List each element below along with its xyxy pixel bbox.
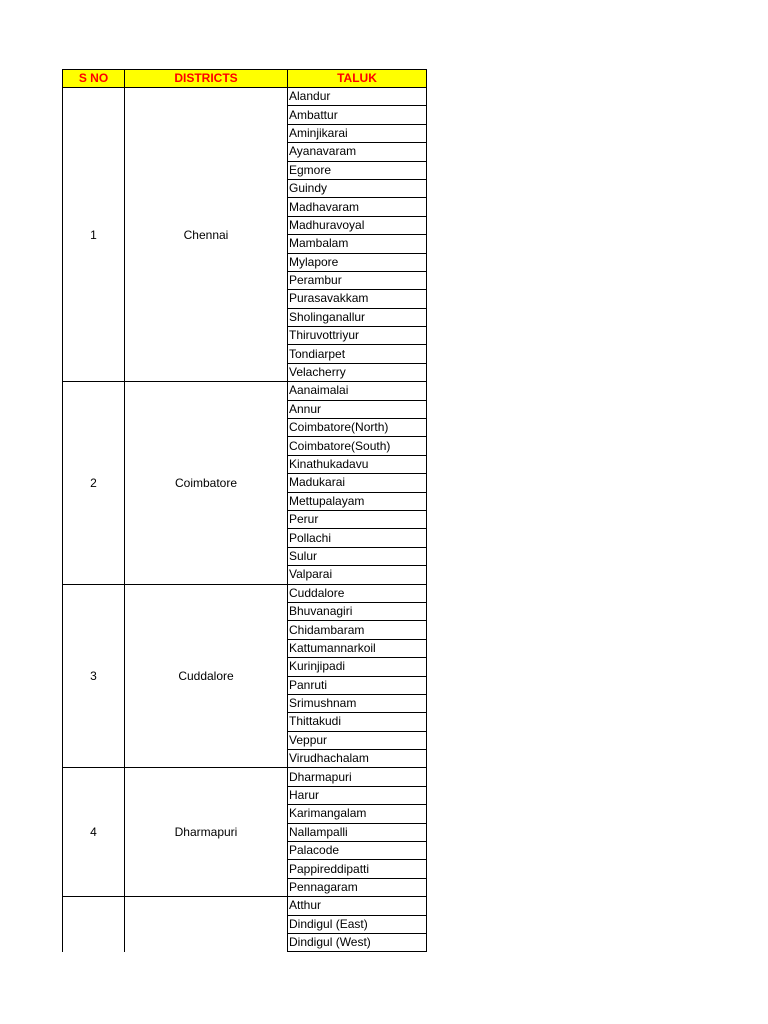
- taluk-cell: Sholinganallur: [288, 308, 427, 326]
- taluk-cell: Thiruvottriyur: [288, 327, 427, 345]
- header-districts: DISTRICTS: [125, 70, 288, 88]
- taluk-cell: Madhuravoyal: [288, 216, 427, 234]
- taluk-cell: Sulur: [288, 547, 427, 565]
- taluk-cell: Pollachi: [288, 529, 427, 547]
- taluk-cell: Mylapore: [288, 253, 427, 271]
- taluk-cell: Perambur: [288, 271, 427, 289]
- taluk-cell: Ayanavaram: [288, 143, 427, 161]
- table-row: [63, 768, 427, 786]
- table-row: [63, 584, 427, 602]
- header-sno: S NO: [63, 70, 125, 88]
- taluk-cell: Panruti: [288, 676, 427, 694]
- table-row: [63, 88, 427, 106]
- taluk-cell: Mambalam: [288, 235, 427, 253]
- taluk-cell: Srimushnam: [288, 694, 427, 712]
- taluk-cell: Harur: [288, 786, 427, 804]
- taluk-cell: Palacode: [288, 842, 427, 860]
- district-cell: Chennai: [125, 88, 288, 382]
- taluk-cell: Virudhachalam: [288, 750, 427, 768]
- sno-cell: 3: [63, 584, 125, 768]
- taluk-cell: Dindigul (West): [288, 933, 427, 951]
- taluk-cell: Valparai: [288, 566, 427, 584]
- taluk-cell: Tondiarpet: [288, 345, 427, 363]
- taluk-cell: Veppur: [288, 731, 427, 749]
- table-body: [63, 88, 427, 952]
- taluk-cell: Bhuvanagiri: [288, 602, 427, 620]
- table-row: [63, 382, 427, 400]
- district-cell: Coimbatore: [125, 382, 288, 584]
- taluk-cell: Guindy: [288, 179, 427, 197]
- taluk-cell: Dharmapuri: [288, 768, 427, 786]
- district-taluk-table: [62, 69, 427, 952]
- taluk-cell: Ambattur: [288, 106, 427, 124]
- district-cell: Cuddalore: [125, 584, 288, 768]
- taluk-cell: Mettupalayam: [288, 492, 427, 510]
- taluk-cell: Pennagaram: [288, 878, 427, 896]
- sno-cell: [63, 897, 125, 952]
- taluk-cell: Karimangalam: [288, 805, 427, 823]
- taluk-cell: Velacherry: [288, 363, 427, 381]
- taluk-cell: Nallampalli: [288, 823, 427, 841]
- taluk-cell: Cuddalore: [288, 584, 427, 602]
- taluk-cell: Kattumannarkoil: [288, 639, 427, 657]
- taluk-cell: Kinathukadavu: [288, 455, 427, 473]
- header-taluk: TALUK: [288, 70, 427, 88]
- sno-cell: 1: [63, 88, 125, 382]
- taluk-cell: Chidambaram: [288, 621, 427, 639]
- sno-cell: 2: [63, 382, 125, 584]
- table-row: [63, 897, 427, 915]
- taluk-cell: Madhavaram: [288, 198, 427, 216]
- taluk-cell: Egmore: [288, 161, 427, 179]
- taluk-cell: Pappireddipatti: [288, 860, 427, 878]
- taluk-cell: Coimbatore(South): [288, 437, 427, 455]
- taluk-cell: Alandur: [288, 88, 427, 106]
- taluk-cell: Dindigul (East): [288, 915, 427, 933]
- taluk-cell: Purasavakkam: [288, 290, 427, 308]
- taluk-cell: Annur: [288, 400, 427, 418]
- district-cell: Dharmapuri: [125, 768, 288, 897]
- taluk-cell: Perur: [288, 510, 427, 528]
- taluk-cell: Madukarai: [288, 474, 427, 492]
- taluk-cell: Kurinjipadi: [288, 658, 427, 676]
- sno-cell: 4: [63, 768, 125, 897]
- district-cell: [125, 897, 288, 952]
- taluk-cell: Aminjikarai: [288, 124, 427, 142]
- taluk-cell: Coimbatore(North): [288, 419, 427, 437]
- taluk-cell: Thittakudi: [288, 713, 427, 731]
- taluk-cell: Aanaimalai: [288, 382, 427, 400]
- header-row: [63, 70, 427, 88]
- taluk-cell: Atthur: [288, 897, 427, 915]
